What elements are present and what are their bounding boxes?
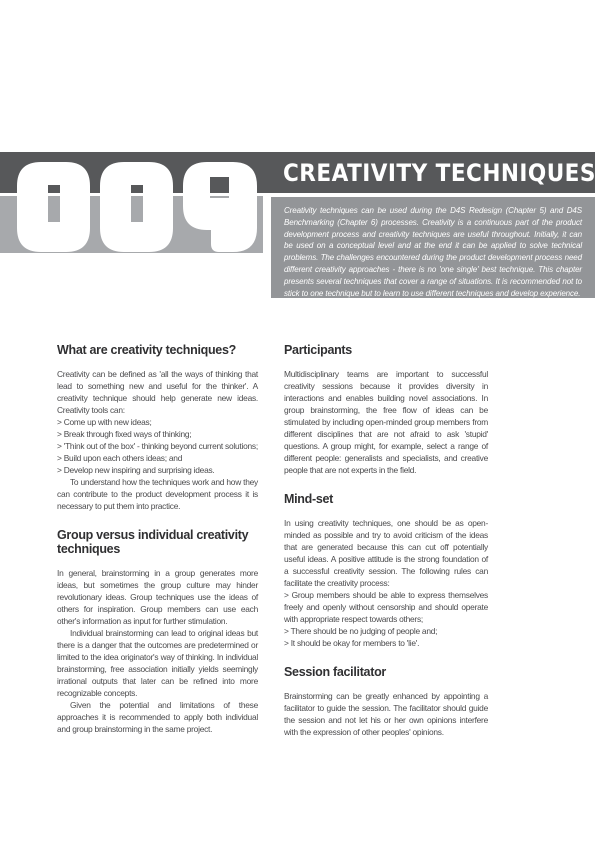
list-item: > It should be okay for members to 'lie'. [284, 638, 420, 648]
section-heading-what-are-creativity-techniques: What are creativity techniques? [57, 343, 236, 357]
paragraph: Creativity can be defined as 'all the ways of thinking that lead to something new and useful for the thinker'. A creativity technique should help generate new ideas. Creativity tools can: [57, 369, 258, 415]
paragraph: In general, brainstorming in a group generates more ideas, but sometimes the group culture may hinder revolutionary ideas. Group techniques use the ideas of others for inspiration. Group members can use each other's information as input for further stimulation. [57, 568, 258, 626]
chapter-intro-box [271, 197, 595, 298]
column-right [284, 343, 488, 738]
page-title: CREATIVITY TECHNIQUES [283, 159, 596, 187]
list-item: > Develop new inspiring and surprising ideas. [57, 465, 215, 475]
paragraph: In using creativity techniques, one should be as open-minded as possible and try to avoid criticism of the ideas that are generated because this can cut off potentially useful ideas. A positive attitude is the strong foundation of a successful creativity session. The following rules can facilitate the creativity process: [284, 518, 488, 588]
body-columns [57, 343, 488, 738]
list-item: > Come up with new ideas; [57, 417, 152, 427]
section-heading-participants: Participants [284, 343, 352, 357]
section-heading-mind-set: Mind-set [284, 492, 333, 506]
paragraph: To understand how the techniques work and how they can contribute to the product development process it is necessary to put them into practice. [57, 477, 258, 511]
list-item: > Group members should be able to express themselves freely and openly without censorship and should operate with appropriate respect towards others; [284, 590, 488, 624]
column-left [57, 343, 258, 738]
section-heading-group-versus-individual: Group versus individual creativity techniques [57, 528, 249, 556]
digit-nine [183, 162, 257, 252]
section-heading-session-facilitator: Session facilitator [284, 665, 386, 679]
list-item: > Build upon each others ideas; and [57, 453, 183, 463]
chapter-number-graphic [17, 162, 257, 252]
list-item: > Break through fixed ways of thinking; [57, 429, 192, 439]
paragraph: Multidisciplinary teams are important to successful creativity sessions because it provides diversity in interactions and enables building novel associations. In group brainstorming, the free flow of ideas can be stimulated by including open-minded group members from different disciplines that are not afraid to ask 'stupid' questions. A group might, for example, select a range of different people: generalists and specialists, and creative people that are not experts in the field. [284, 369, 488, 475]
digit-zero-1 [17, 162, 90, 252]
digit-zero-2 [100, 162, 173, 252]
paragraph: Brainstorming can be greatly enhanced by appointing a facilitator to guide the session. The facilitator should guide the session and not let his or her own opinions interfere with the expression of other peoples' opinions. [284, 691, 488, 737]
paragraph: Given the potential and limitations of these approaches it is recommended to apply both individual and group brainstorming in the same project. [57, 700, 258, 734]
list-item: > There should be no judging of people and; [284, 626, 438, 636]
list-item: > 'Think out of the box' - thinking beyond current solutions; [57, 441, 258, 451]
chapter-intro-text: Creativity techniques can be used during the D4S Redesign (Chapter 5) and D4S Benchmarking (Chapter 6) processes. Creativity is a continuous part of the product development process and creativity techniques are useful throughout. Initially, it can be used on a conceptual level and at the end it can be applied to solve technical problems. The challenges encountered during the product development process need different creativity approaches - there is no 'one single' best technique. This chapter presents several techniques that cover a range of situations. It is recommended not to stick to one technique but to learn to use different techniques and develop experience. [284, 206, 582, 298]
paragraph: Individual brainstorming can lead to original ideas but there is a danger that the outcomes are predetermined or limited to the idea originator's way of thinking. In individual brainstorming, free association initially yields seemingly irrational outputs that later can be refined into more recognizable concepts. [57, 628, 258, 698]
